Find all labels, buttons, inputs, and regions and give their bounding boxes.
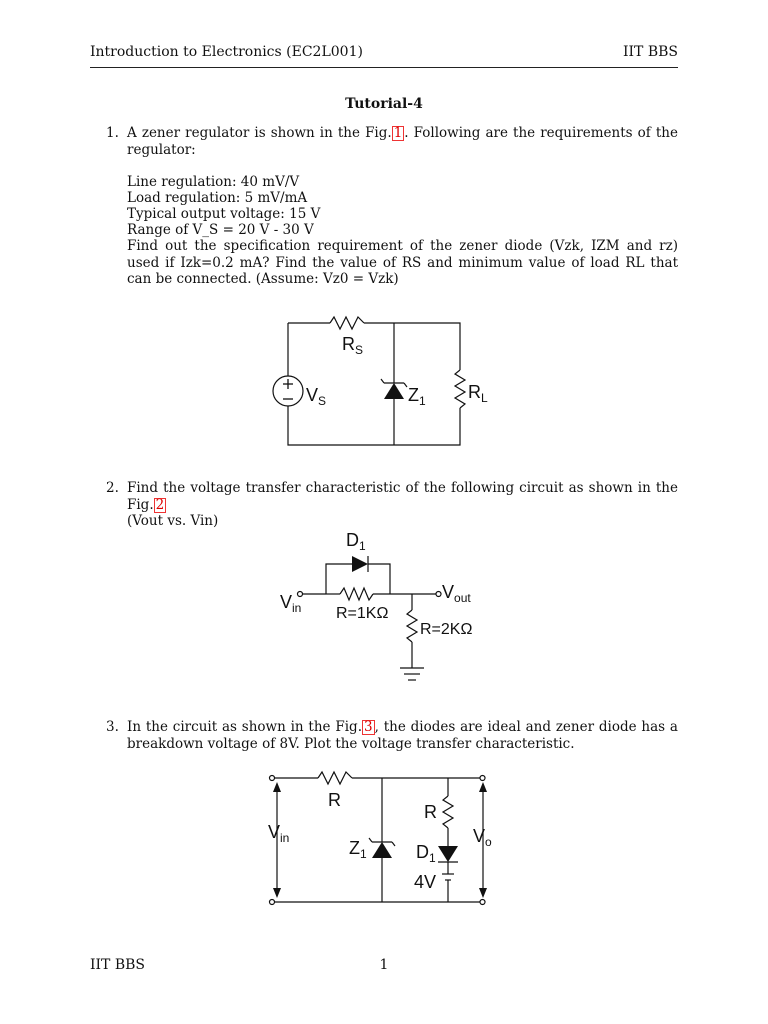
requirement-item: Line regulation: 40 mV/V [127,174,300,190]
problem-1-intro [127,125,678,158]
resistor-1k [340,588,373,600]
z1-sub: 1 [419,394,426,408]
rl-label: R [468,382,481,402]
figure-1-zener-regulator [260,310,520,459]
zener-diode-z1 [372,842,392,858]
header-rule [90,67,678,68]
problem-1-question: Find out the specification requirement of the zener diode (Vzk, IZM and rz) used if Izk=0.2 mA? Find the value of RS and minimum value of load RL that can be connected. (Assume: Vz0 = Vzk) [127,238,678,287]
d1-sub: 1 [359,539,366,553]
problem-2 [106,480,678,530]
svg-text:RL [468,382,488,405]
problem-1-intro-text: A zener regulator is shown in the Fig. [127,125,392,141]
vo-sub: o [485,835,492,849]
resistor-r-series [318,772,352,784]
requirement-item: Typical output voltage: 15 V [127,206,321,222]
footer-institute: IIT BBS [90,957,146,973]
d1-label: D [416,842,429,862]
vin-sub: in [280,831,290,845]
svg-text:Z1 [408,385,426,408]
diode-d1 [438,846,458,862]
problem-3 [106,719,678,752]
resistor-2k [407,610,417,642]
page-number: 1 [379,957,389,973]
rs-sub: S [355,343,364,357]
r2-label: R=2KΩ [420,621,473,638]
r1-label: R=1KΩ [336,605,389,622]
problem-number: 1. [106,125,119,141]
battery-4v-label: 4V [414,872,437,892]
problem-2-text-b: (Vout vs. Vin) [127,513,219,529]
problem-2-text-a: Find the voltage transfer characteristic of the following circuit as shown in the Fig. [127,480,678,513]
svg-text:D1 [346,530,366,553]
figure-3-link[interactable]: 3 [364,719,373,735]
vin-label: V [268,822,281,842]
page-header [90,44,678,64]
requirement-item: Range of V_S = 20 V - 30 V [127,222,314,238]
vout-sub: out [454,591,471,605]
vin-label: V [280,592,293,612]
diode-d1 [352,556,368,572]
problem-3-text [127,719,678,752]
r-series-label: R [328,790,341,810]
vin-sub: in [292,601,302,615]
problem-1-intro-text-2: . Following are the requirements of the regulator: [127,125,678,158]
vout-label: V [442,582,455,602]
page-title: Tutorial-4 [345,96,423,112]
figure-3-zener-clipper [262,770,502,914]
z1-label: Z [408,385,419,405]
problem-3-text-a: In the circuit as shown in the Fig. [127,719,362,735]
vs-label: V [306,385,319,405]
vo-label: V [473,826,486,846]
z1-label: Z [349,838,360,858]
institute-name: IIT BBS [622,44,678,60]
requirements-list [127,174,678,238]
rs-label: R [342,334,355,354]
requirement-item: Load regulation: 5 mV/mA [127,190,308,206]
figure-2-link[interactable]: 2 [155,496,165,513]
resistor-r-shunt [443,796,453,828]
problem-number: 3. [106,719,119,735]
resistor-rs [330,317,364,329]
problem-1 [106,125,678,288]
svg-text:Z1 [349,838,367,861]
figure-1-link[interactable]: 1 [393,125,403,141]
svg-text:VS [306,385,326,408]
d1-label: D [346,530,359,550]
svg-text:Vout [442,582,471,605]
svg-text:Vo [473,826,492,849]
problem-2-text [127,480,678,530]
d1-sub: 1 [429,851,436,865]
figure-2-diode-resistor [278,528,508,697]
svg-text:Vin [268,822,289,845]
resistor-rl [455,370,465,408]
svg-text:D1 [416,842,436,865]
z1-sub: 1 [360,847,367,861]
rl-sub: L [481,391,488,405]
r-shunt-label: R [424,802,437,822]
vs-sub: S [318,394,327,408]
problem-3-text-b: , the diodes are ideal and zener diode has a breakdown voltage of 8V. Plot the voltage transfer characteristic. [127,719,678,752]
svg-text:RS [342,334,363,357]
course-title: Introduction to Electronics (EC2L001) [90,44,363,60]
problem-number: 2. [106,480,119,496]
